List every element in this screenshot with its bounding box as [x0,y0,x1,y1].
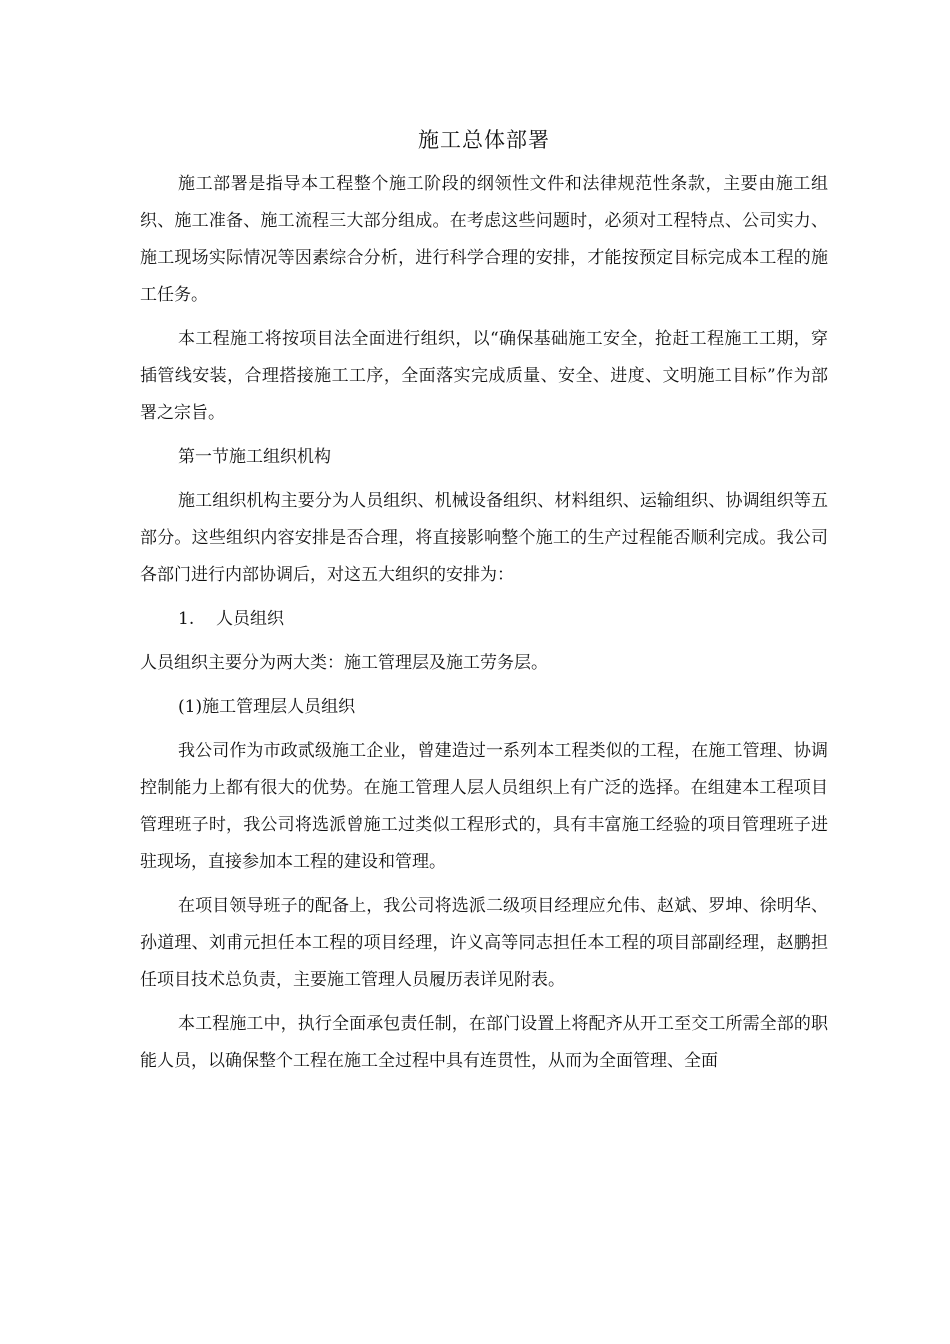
paragraph-responsibility-system: 本工程施工中，执行全面承包责任制，在部门设置上将配齐从开工至交工所需全部的职能人员，以确保整个工程在施工全过程中具有连贯性，从而为全面管理、全面 [140,1014,828,1071]
list-item-label: 人员组织 [216,609,284,629]
paragraph-deployment-purpose: 本工程施工将按项目法全面进行组织，以“确保基础施工安全，抢赶工程施工工期，穿插管线安装，合理搭接施工工序，全面落实完成质量、安全、进度、文明施工目标”作为部署之宗旨。 [140,329,828,423]
document-title: 施工总体部署 [418,128,550,152]
section-heading: 第一节施工组织机构 [178,447,331,467]
subsection-heading: (1)施工管理层人员组织 [178,697,356,717]
paragraph-project-leadership: 在项目领导班子的配备上，我公司将选派二级项目经理应允伟、赵斌、罗坤、徐明华、孙道理、刘甫元担任本工程的项目经理，许义高等同志担任本工程的项目部副经理，赵鹏担任项目技术总负责，主要施工管理人员履历表详见附表。 [140,896,828,990]
paragraph-deployment-intro: 施工部署是指导本工程整个施工阶段的纲领性文件和法律规范性条款，主要由施工组织、施工准备、施工流程三大部分组成。在考虑这些问题时，必须对工程特点、公司实力、施工现场实际情况等因素综合分析，进行科学合理的安排，才能按预定目标完成本工程的施工任务。 [140,174,828,305]
list-item-number: 1. [178,609,195,629]
paragraph-personnel-categories: 人员组织主要分为两大类：施工管理层及施工劳务层。 [140,653,548,673]
paragraph-organization-overview: 施工组织机构主要分为人员组织、机械设备组织、材料组织、运输组织、协调组织等五部分。这些组织内容安排是否合理，将直接影响整个施工的生产过程能否顺利完成。我公司各部门进行内部协调后，对这五大组织的安排为： [140,491,828,585]
document-body [140,118,828,1087]
list-item-personnel [140,601,828,638]
paragraph-company-experience: 我公司作为市政贰级施工企业，曾建造过一系列本工程类似的工程，在施工管理、协调控制能力上都有很大的优势。在施工管理人层人员组织上有广泛的选择。在组建本工程项目管理班子时，我公司将选派曾施工过类似工程形式的，具有丰富施工经验的项目管理班子进驻现场，直接参加本工程的建设和管理。 [140,741,828,872]
